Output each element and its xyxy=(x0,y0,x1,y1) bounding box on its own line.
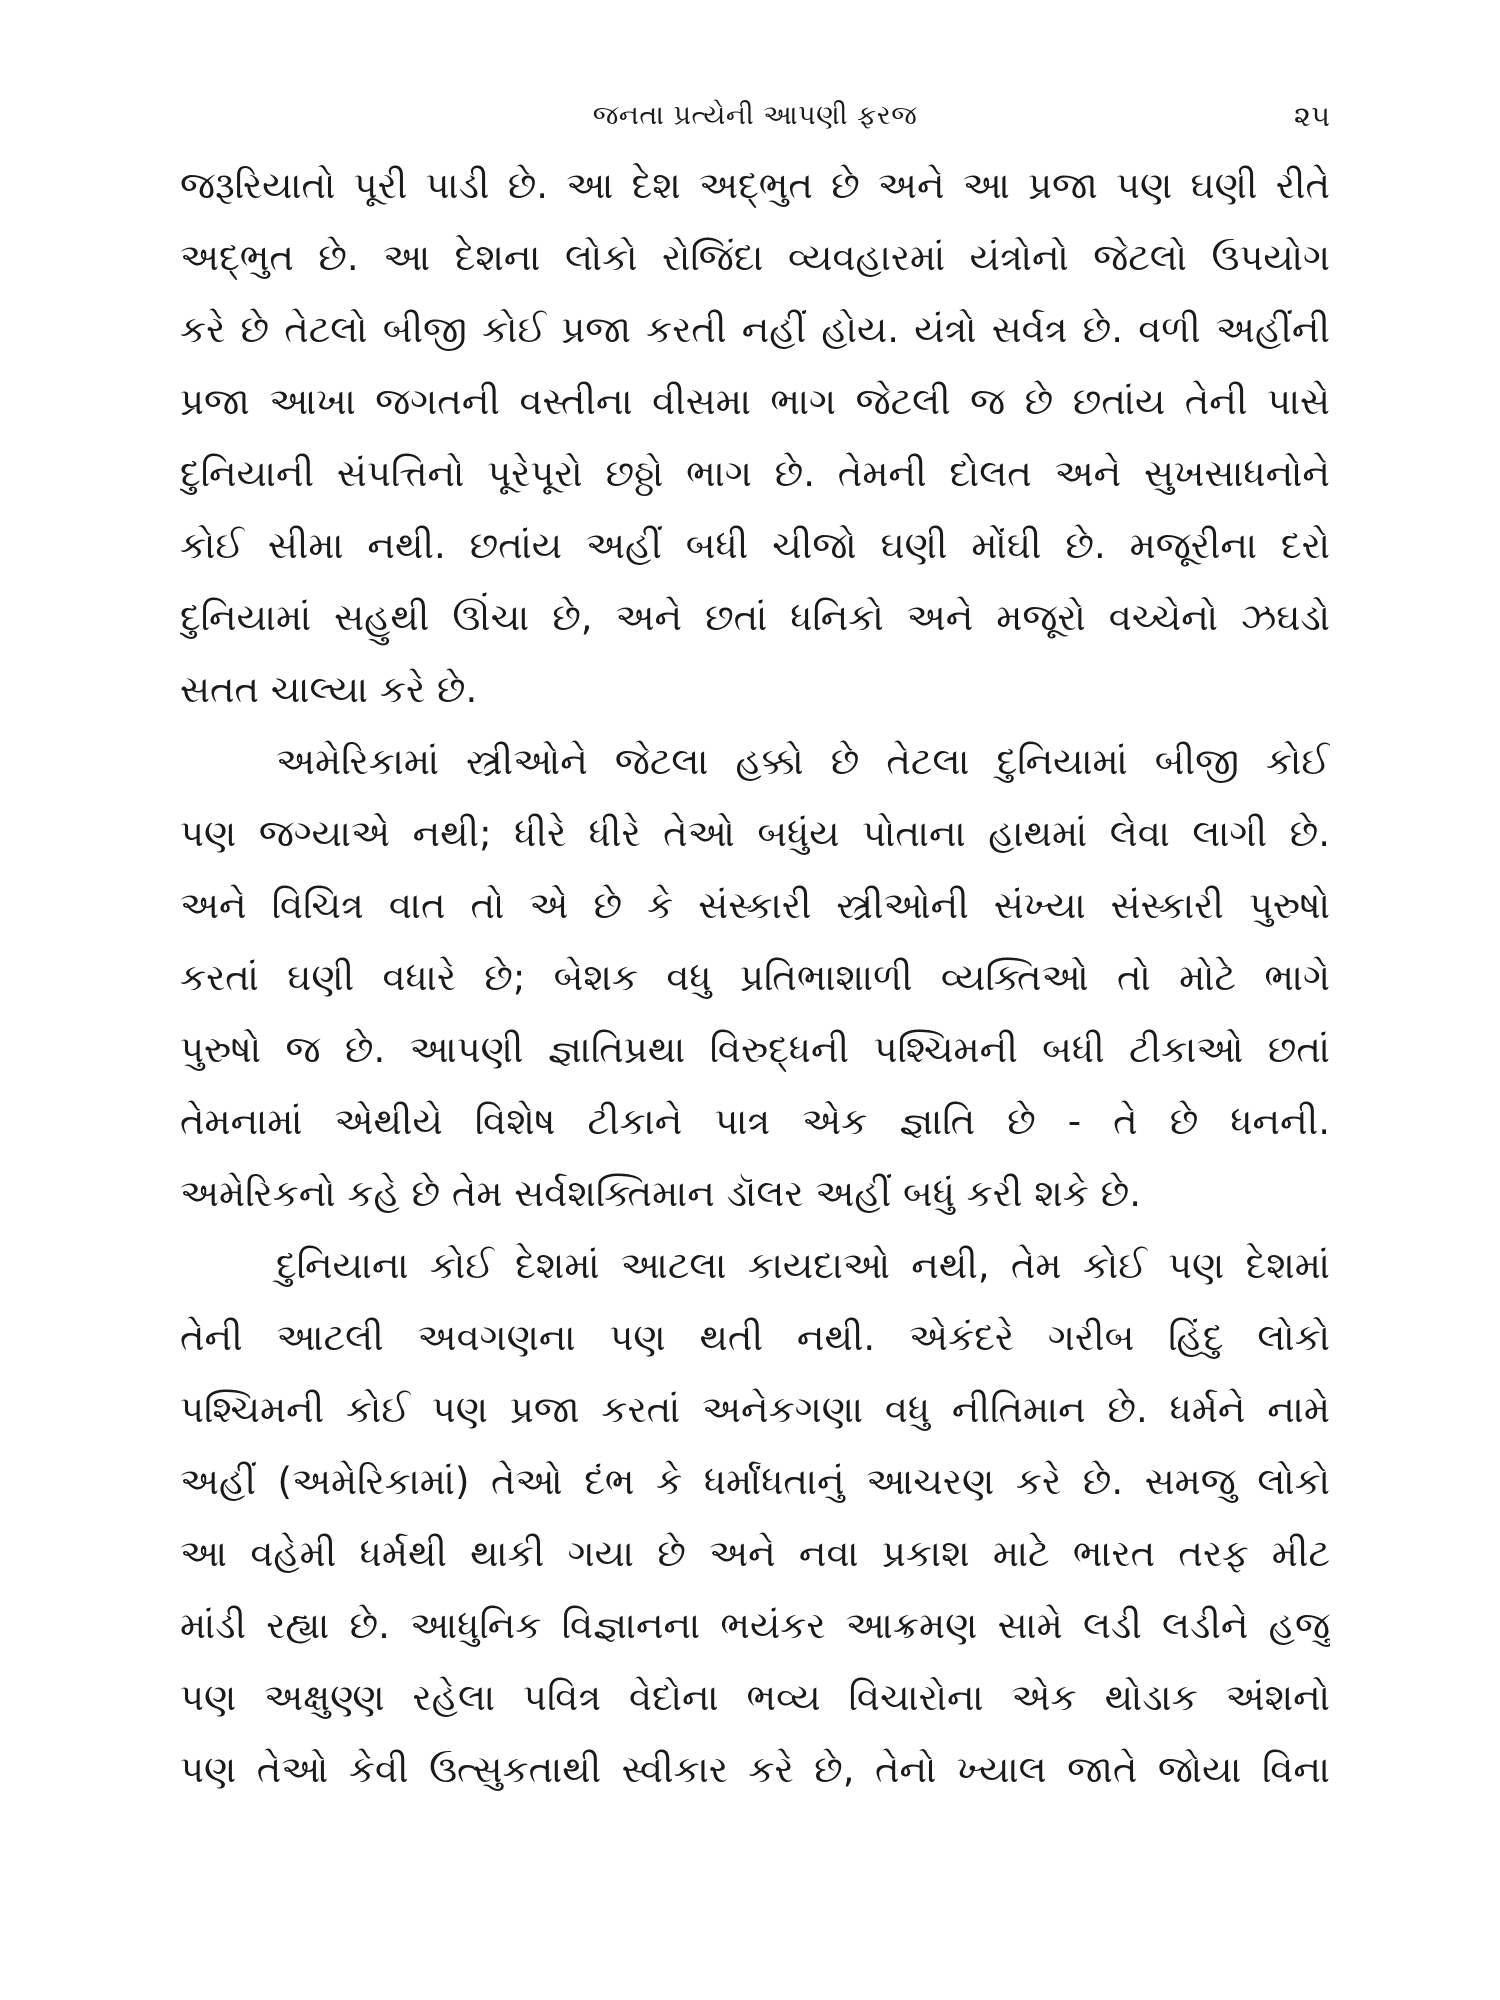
paragraph-2 xyxy=(180,726,1330,1230)
text-line: તેની આટલી અવગણના પણ થતી નથી. એકંદરે ગરીબ હિંદુ લોકો xyxy=(180,1316,1330,1359)
text-line: પણ જગ્યાએ નથી; ધીરે ધીરે તેઓ બધુંય પોતાના હાથમાં લેવા લાગી છે. xyxy=(180,812,1330,855)
running-header xyxy=(180,96,1330,136)
text-line: અહીં (અમેરિકામાં) તેઓ દંભ કે ધર્માંધતાનું આચરણ કરે છે. સમજુ લોકો xyxy=(180,1460,1330,1503)
text-line: અને વિચિત્ર વાત તો એ છે કે સંસ્કારી સ્ત્રીઓની સંખ્યા સંસ્કારી પુરુષો xyxy=(180,884,1330,927)
text-line: કરે છે તેટલો બીજી કોઈ પ્રજા કરતી નહીં હોય. યંત્રો સર્વત્ર છે. વળી અહીંની xyxy=(180,308,1330,351)
text-line: માંડી રહ્યા છે. આધુનિક વિજ્ઞાનના ભયંકર આક્રમણ સામે લડી લડીને હજુ xyxy=(180,1604,1330,1647)
text-line: કોઈ સીમા નથી. છતાંય અહીં બધી ચીજો ઘણી મોંઘી છે. મજૂરીના દરો xyxy=(180,524,1330,567)
body-text xyxy=(180,150,1330,1806)
paragraph-3 xyxy=(180,1230,1330,1806)
text-line: સતત ચાલ્યા કરે છે. xyxy=(180,668,478,711)
text-line: દુનિયાના કોઈ દેશમાં આટલા કાયદાઓ નથી, તેમ કોઈ પણ દેશમાં xyxy=(276,1244,1330,1287)
text-line: અમેરિકામાં સ્ત્રીઓને જેટલા હક્કો છે તેટલા દુનિયામાં બીજી કોઈ xyxy=(276,740,1330,783)
text-line: દુનિયામાં સહુથી ઊંચા છે, અને છતાં ધનિકો અને મજૂરો વચ્ચેનો ઝઘડો xyxy=(180,596,1330,639)
text-line: પણ અક્ષુણ્ણ રહેલા પવિત્ર વેદોના ભવ્ય વિચારોના એક થોડાક અંશનો xyxy=(180,1676,1330,1719)
text-line: જરૂરિયાતો પૂરી પાડી છે. આ દેશ અદ્ભુત છે અને આ પ્રજા પણ ઘણી રીતે xyxy=(180,164,1330,207)
page-number: ૨૫ xyxy=(1293,99,1330,133)
text-line: પુરુષો જ છે. આપણી જ્ઞાતિપ્રથા વિરુદ્ધની પશ્ચિમની બધી ટીકાઓ છતાં xyxy=(180,1028,1330,1071)
text-line: અમેરિકનો કહે છે તેમ સર્વશક્તિમાન ડૉલર અહીં બધું કરી શકે છે. xyxy=(180,1172,1142,1215)
text-line: પણ તેઓ કેવી ઉત્સુકતાથી સ્વીકાર કરે છે, તેનો ખ્યાલ જાતે જોયા વિના xyxy=(180,1748,1330,1791)
text-line: પ્રજા આખા જગતની વસ્તીના વીસમા ભાગ જેટલી જ છે છતાંય તેની પાસે xyxy=(180,380,1330,423)
text-line: આ વહેમી ધર્મથી થાકી ગયા છે અને નવા પ્રકાશ માટે ભારત તરફ મીટ xyxy=(180,1532,1330,1575)
running-title: જનતા પ્રત્યેની આપણી ફરજ xyxy=(592,100,918,131)
text-line: પશ્ચિમની કોઈ પણ પ્રજા કરતાં અનેકગણા વધુ નીતિમાન છે. ધર્મને નામે xyxy=(180,1388,1330,1431)
text-line: અદ્ભુત છે. આ દેશના લોકો રોજિંદા વ્યવહારમાં યંત્રોનો જેટલો ઉપયોગ xyxy=(180,236,1330,279)
paragraph-1 xyxy=(180,150,1330,726)
text-line: દુનિયાની સંપત્તિનો પૂરેપૂરો છઠ્ઠો ભાગ છે. તેમની દોલત અને સુખસાધનોને xyxy=(180,452,1330,495)
text-line: કરતાં ઘણી વધારે છે; બેશક વધુ પ્રતિભાશાળી વ્યક્તિઓ તો મોટે ભાગે xyxy=(180,956,1330,999)
text-line: તેમનામાં એથીયે વિશેષ ટીકાને પાત્ર એક જ્ઞાતિ છે - તે છે ધનની. xyxy=(180,1100,1330,1143)
